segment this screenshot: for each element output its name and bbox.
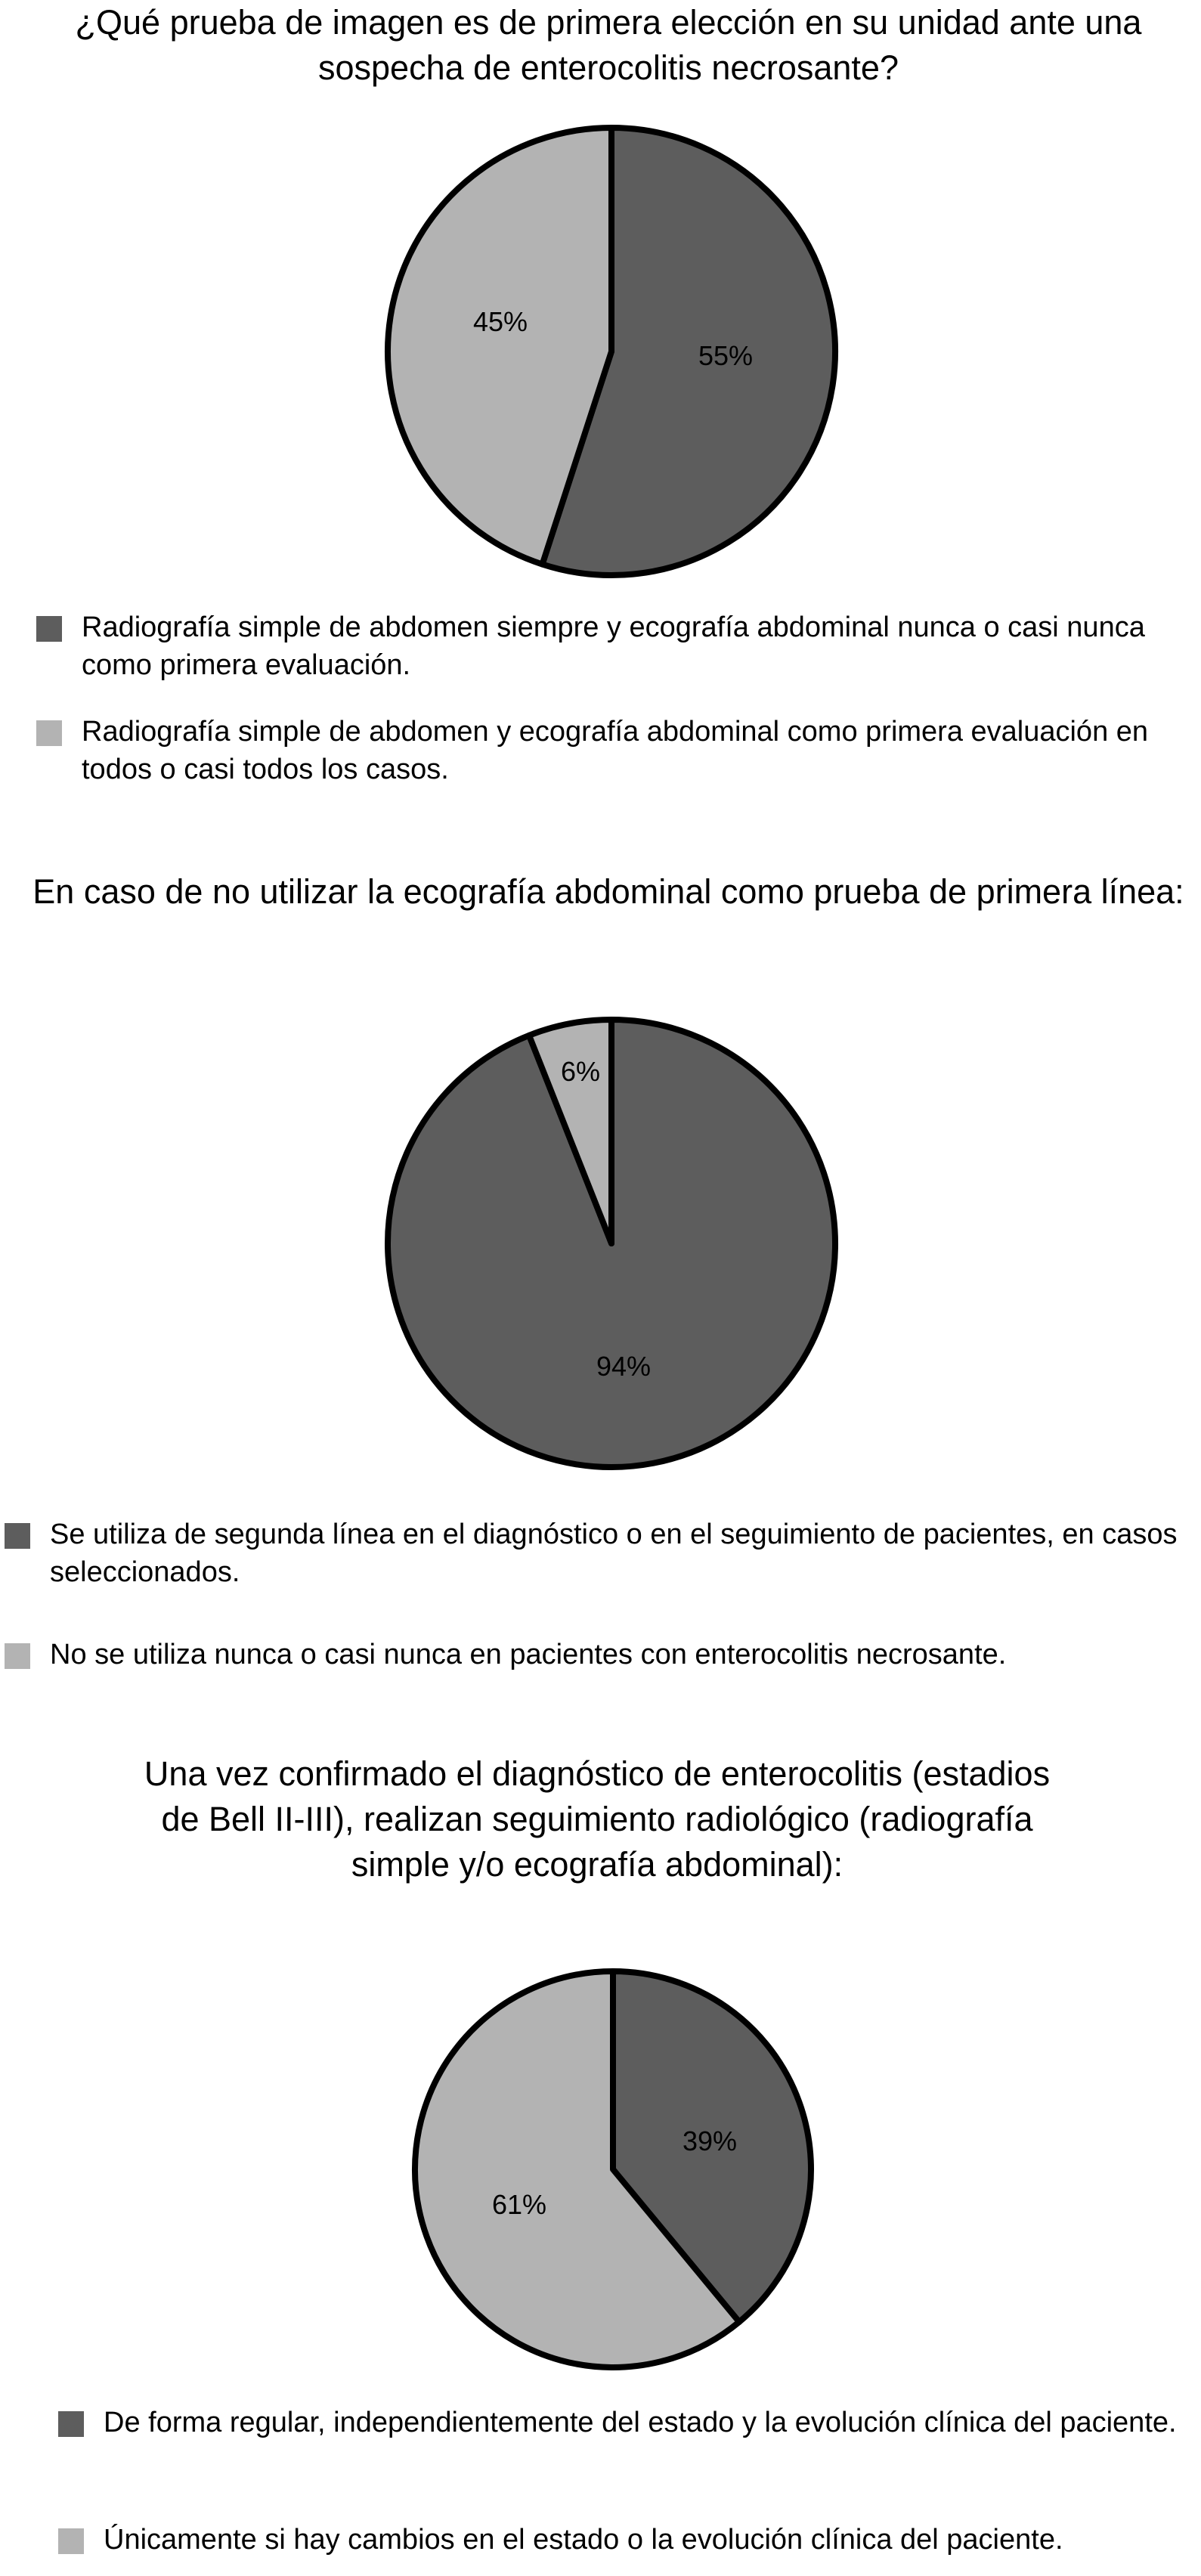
chart-2-slice-2-label: 6%: [560, 1056, 601, 1087]
chart-3-slice-2-label: 61%: [491, 2189, 547, 2220]
chart-1-legend-label-2: Radiografía simple de abdomen y ecografía abdominal como primera evaluación en todos o casi todos los casos.: [82, 716, 1149, 785]
chart-1-legend-swatch-1: [36, 616, 62, 642]
chart-1-legend-label-1: Radiografía simple de abdomen siempre y ecografía abdominal nunca o casi nunca como primera evaluación.: [82, 611, 1145, 681]
chart-2-pie: [373, 1005, 850, 1482]
chart-2-slice-1-label: 94%: [596, 1351, 652, 1382]
chart-1-legend-swatch-2: [36, 720, 62, 746]
chart-3-legend-swatch-2: [58, 2528, 84, 2554]
chart-2-legend-item-1: [5, 1516, 1191, 1591]
chart-1-pie: [373, 113, 850, 590]
chart-1-legend-item-2: [36, 713, 1193, 788]
chart-2-legend-label-2: No se utiliza nunca o casi nunca en pacientes con enterocolitis necrosante.: [50, 1639, 1007, 1670]
chart-2-legend-item-2: [5, 1636, 1191, 1673]
chart-1-legend-item-1: [36, 608, 1193, 684]
chart-1-slices: [388, 128, 835, 575]
chart-3-legend-item-2: [58, 2521, 1192, 2559]
chart-3-legend-item-1: [58, 2404, 1192, 2441]
chart-2-slices: [388, 1020, 835, 1467]
chart-2-legend-swatch-2: [5, 1643, 30, 1669]
chart-1-title: ¿Qué prueba de imagen es de primera elección en su unidad ante una sospecha de enterocolitis necrosante?: [75, 3, 1142, 87]
chart-1-slice-2-label: 45%: [472, 306, 528, 337]
chart-3-pie: [401, 1958, 825, 2381]
chart-2-legend-label-1: Se utiliza de segunda línea en el diagnóstico o en el seguimiento de pacientes, en casos seleccionados.: [50, 1519, 1178, 1588]
chart-3-legend-label-2: Únicamente si hay cambios en el estado o la evolución clínica del paciente.: [104, 2524, 1063, 2556]
chart-3-legend-label-1: De forma regular, independientemente del estado y la evolución clínica del paciente.: [104, 2407, 1177, 2438]
chart-3-title: Una vez confirmado el diagnóstico de enterocolitis (estadios de Bell II-III), realizan seguimiento radiológico (radiografía simple y/o ecografía abdominal):: [144, 1754, 1051, 1884]
chart-1-slice-1-label: 55%: [698, 340, 754, 371]
chart-3-slice-1-label: 39%: [682, 2126, 738, 2156]
chart-2-title: En caso de no utilizar la ecografía abdominal como prueba de primera línea:: [33, 872, 1184, 911]
chart-2-legend-swatch-1: [5, 1523, 30, 1549]
chart-3-legend-swatch-1: [58, 2411, 84, 2437]
chart-3-slices: [415, 1971, 811, 2367]
